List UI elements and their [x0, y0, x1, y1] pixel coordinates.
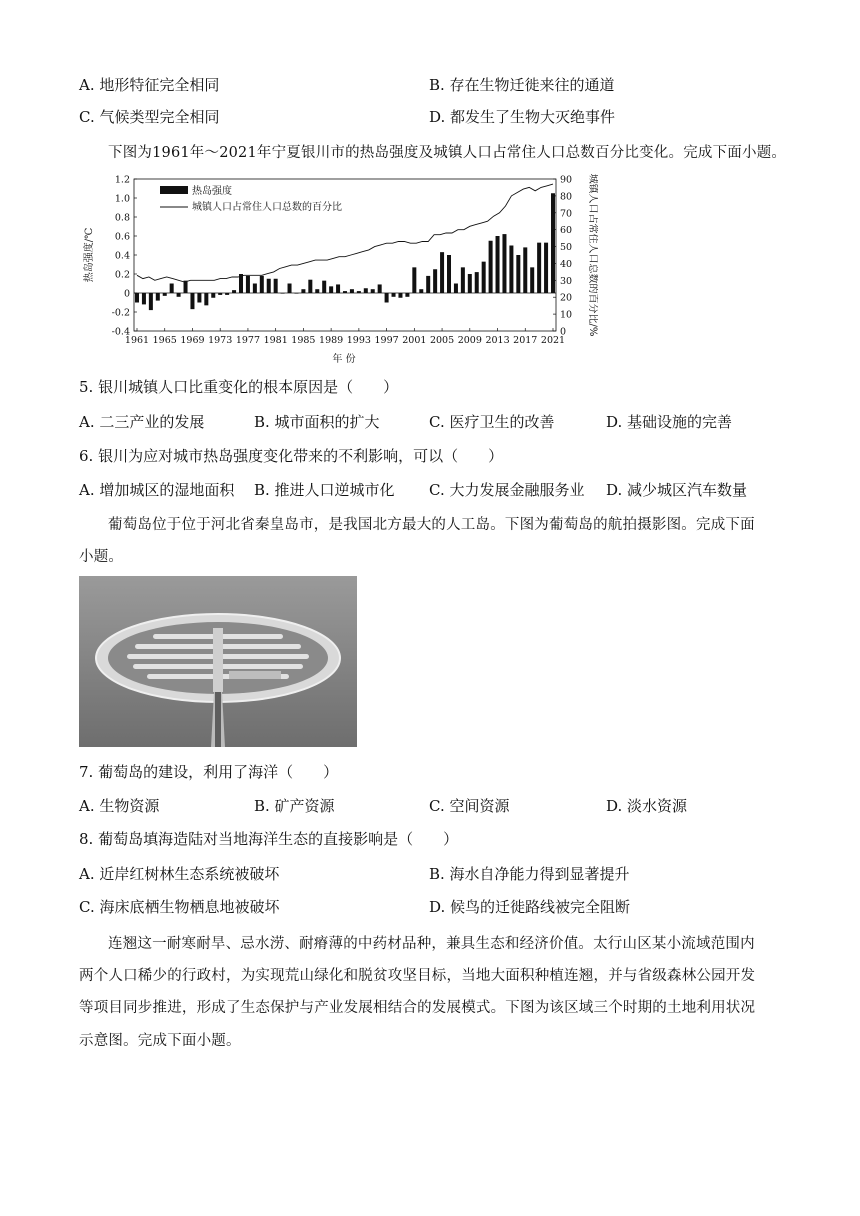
- legend-label-heat-island: 热岛强度: [192, 186, 232, 197]
- q5-option-a: A. 二三产业的发展: [79, 413, 205, 431]
- q7-option-b: B. 矿产资源: [254, 797, 335, 815]
- y-left-tick-label: 0.4: [114, 250, 130, 262]
- x-tick-label: 1961: [124, 335, 150, 346]
- heat-island-bar: [447, 255, 451, 293]
- heat-island-bar: [454, 284, 458, 294]
- intro-paragraph-grape-island-line2: 小题。: [79, 549, 124, 565]
- q4-option-a: A. 地形特征完全相同: [79, 76, 220, 94]
- heat-island-bar: [197, 293, 201, 303]
- heat-island-bar: [364, 288, 368, 293]
- heat-island-bar: [537, 243, 541, 293]
- heat-island-bar: [163, 293, 167, 296]
- intro-paragraph-grape-island-line1: 葡萄岛位于位于河北省秦皇岛市，是我国北方最大的人工岛。下图为葡萄岛的航拍摄影图。完成下面: [108, 517, 755, 533]
- intro-paragraph-heat-island: 下图为1961年～2021年宁夏银川市的热岛强度及城镇人口占常住人口总数百分比变化。完成下面小题。: [108, 145, 787, 161]
- x-tick-label: 1997: [374, 335, 399, 346]
- x-tick-label: 2021: [540, 335, 566, 346]
- y-right-tick-label: 0: [560, 326, 567, 338]
- q6-option-c: C. 大力发展金融服务业: [429, 481, 585, 499]
- heat-island-bar: [170, 284, 174, 294]
- heat-island-bar: [433, 269, 437, 293]
- y-left-tick-label: 0.2: [114, 269, 130, 281]
- heat-island-bar: [336, 284, 340, 293]
- grape-island-aerial-photo: [79, 576, 357, 747]
- heat-island-bar: [350, 289, 354, 293]
- heat-island-bar: [253, 284, 257, 294]
- heat-island-bar: [156, 293, 160, 301]
- q8-option-a: A. 近岸红树林生态系统被破坏: [79, 865, 280, 883]
- q5-option-b: B. 城市面积的扩大: [254, 413, 380, 431]
- y-right-tick-label: 20: [560, 292, 573, 304]
- y-left-tick-label: 0: [123, 288, 130, 300]
- heat-island-bar: [329, 286, 333, 293]
- heat-island-bar: [551, 193, 555, 293]
- q8-option-b: B. 海水自净能力得到显著提升: [429, 865, 630, 883]
- heat-island-bar: [475, 272, 479, 293]
- x-tick-label: 2005: [429, 335, 455, 346]
- q7-stem: 7. 葡萄岛的建设，利用了海洋（ ）: [79, 763, 339, 781]
- q7-option-a: A. 生物资源: [79, 797, 160, 815]
- q6-option-d: D. 减少城区汽车数量: [606, 481, 748, 499]
- y-left-tick-label: 0.8: [114, 212, 130, 224]
- intro-paragraph-forsythia-line2: 两个人口稀少的行政村，为实现荒山绿化和脱贫攻坚目标，当地大面积种植连翘，并与省级森林公园开发: [79, 968, 756, 984]
- heat-island-bar: [509, 246, 513, 294]
- q6-option-b: B. 推进人口逆城市化: [254, 481, 395, 499]
- y-right-tick-label: 50: [560, 242, 573, 254]
- heat-island-bar: [301, 289, 305, 293]
- x-tick-label: 1977: [235, 335, 261, 346]
- heat-island-bar: [177, 293, 181, 297]
- y-right-tick-label: 60: [560, 225, 573, 237]
- heat-island-bar: [246, 276, 250, 293]
- q6-option-a: A. 增加城区的湿地面积: [79, 481, 235, 499]
- x-axis-label: 年 份: [332, 354, 356, 365]
- heat-island-bar: [288, 284, 292, 294]
- q4-option-c: C. 气候类型完全相同: [79, 108, 220, 126]
- x-tick-label: 1985: [291, 335, 316, 346]
- q7-option-d: D. 淡水资源: [606, 797, 688, 815]
- q6-stem: 6. 银川为应对城市热岛强度变化带来的不利影响，可以（ ）: [79, 447, 504, 465]
- heat-island-bar: [482, 262, 486, 293]
- heat-island-bar: [294, 293, 298, 294]
- heat-island-bar: [357, 291, 361, 293]
- y-left-tick-label: -0.2: [111, 307, 130, 319]
- heat-island-bar: [461, 267, 465, 293]
- heat-island-bar: [496, 236, 500, 293]
- heat-island-bar: [232, 290, 236, 293]
- x-tick-label: 2017: [513, 335, 538, 346]
- legend-swatch-heat-island: [160, 186, 188, 194]
- y-axis-left-label: 热岛强度/℃: [84, 227, 95, 283]
- heat-island-urbanization-chart: [78, 168, 598, 368]
- heat-island-bar: [489, 241, 493, 293]
- heat-island-bar: [225, 293, 229, 295]
- q5-option-c: C. 医疗卫生的改善: [429, 413, 555, 431]
- heat-island-bar: [378, 284, 382, 293]
- y-left-tick-label: 1.2: [114, 174, 130, 186]
- q8-option-c: C. 海床底栖生物栖息地被破坏: [79, 898, 280, 916]
- heat-island-bar: [468, 274, 472, 293]
- legend-label-urban: 城镇人口占常住人口总数的百分比: [192, 202, 342, 213]
- heat-island-bar: [204, 293, 208, 305]
- q4-option-b: B. 存在生物迁徙来往的通道: [429, 76, 615, 94]
- heat-island-bar: [405, 293, 409, 297]
- heat-island-bar: [281, 293, 285, 294]
- heat-island-bar: [412, 267, 416, 293]
- heat-island-bar: [385, 293, 389, 303]
- heat-island-bar: [267, 279, 271, 293]
- heat-island-bar: [149, 293, 153, 310]
- x-tick-label: 1981: [263, 335, 288, 346]
- heat-island-bar: [274, 279, 278, 293]
- y-right-tick-label: 70: [560, 208, 573, 220]
- heat-island-bar: [516, 255, 520, 293]
- heat-island-bar: [343, 291, 347, 293]
- x-tick-label: 1965: [152, 335, 177, 346]
- intro-paragraph-forsythia-line1: 连翘这一耐寒耐旱、忌水涝、耐瘠薄的中药材品种，兼具生态和经济价值。太行山区某小流域范围内: [108, 936, 755, 952]
- heat-island-bar: [322, 281, 326, 293]
- heat-island-bar: [371, 289, 375, 293]
- q7-option-c: C. 空间资源: [429, 797, 510, 815]
- heat-island-bar: [142, 293, 146, 304]
- y-axis-right-label: 城镇人口占常住人口总数的百分比/%: [587, 173, 598, 337]
- y-left-tick-label: 0.6: [114, 231, 130, 243]
- heat-island-bar: [211, 293, 215, 298]
- x-tick-label: 2013: [485, 335, 510, 346]
- heat-island-bar: [135, 293, 139, 303]
- q8-option-d: D. 候鸟的迁徙路线被完全阻断: [429, 898, 631, 916]
- y-left-tick-label: -0.4: [111, 326, 130, 338]
- heat-island-bar: [398, 293, 402, 298]
- x-tick-label: 1993: [346, 335, 371, 346]
- intro-paragraph-forsythia-line4: 示意图。完成下面小题。: [79, 1033, 241, 1049]
- y-right-tick-label: 90: [560, 174, 573, 186]
- x-tick-label: 2009: [457, 335, 482, 346]
- y-left-tick-label: 1.0: [114, 193, 130, 205]
- heat-island-bar: [419, 289, 423, 293]
- q5-option-d: D. 基础设施的完善: [606, 413, 733, 431]
- heat-island-bar: [190, 293, 194, 309]
- y-right-tick-label: 10: [560, 309, 573, 321]
- heat-island-bar: [260, 276, 264, 293]
- heat-island-bar: [218, 293, 222, 295]
- intro-paragraph-forsythia-line3: 等项目同步推进，形成了生态保护与产业发展相结合的发展模式。下图为该区域三个时期的土地利用状况: [79, 1000, 756, 1016]
- heat-island-bar: [440, 252, 444, 293]
- q5-stem: 5. 银川城镇人口比重变化的根本原因是（ ）: [79, 378, 399, 396]
- x-tick-label: 1969: [180, 335, 205, 346]
- q8-stem: 8. 葡萄岛填海造陆对当地海洋生态的直接影响是（ ）: [79, 830, 459, 848]
- y-right-tick-label: 80: [560, 191, 573, 203]
- heat-island-bar: [184, 281, 188, 293]
- x-tick-label: 1989: [319, 335, 344, 346]
- heat-island-bar: [392, 293, 396, 297]
- y-right-tick-label: 40: [560, 258, 573, 270]
- heat-island-bar: [308, 280, 312, 293]
- q4-option-d: D. 都发生了生物大灭绝事件: [429, 108, 616, 126]
- heat-island-bar: [426, 276, 430, 293]
- heat-island-bar: [315, 289, 319, 293]
- heat-island-bar: [502, 234, 506, 293]
- heat-island-bar: [523, 247, 527, 293]
- y-right-tick-label: 30: [560, 275, 573, 287]
- x-tick-label: 2001: [402, 335, 427, 346]
- x-tick-label: 1973: [208, 335, 233, 346]
- heat-island-bar: [544, 243, 548, 293]
- heat-island-bar: [530, 267, 534, 293]
